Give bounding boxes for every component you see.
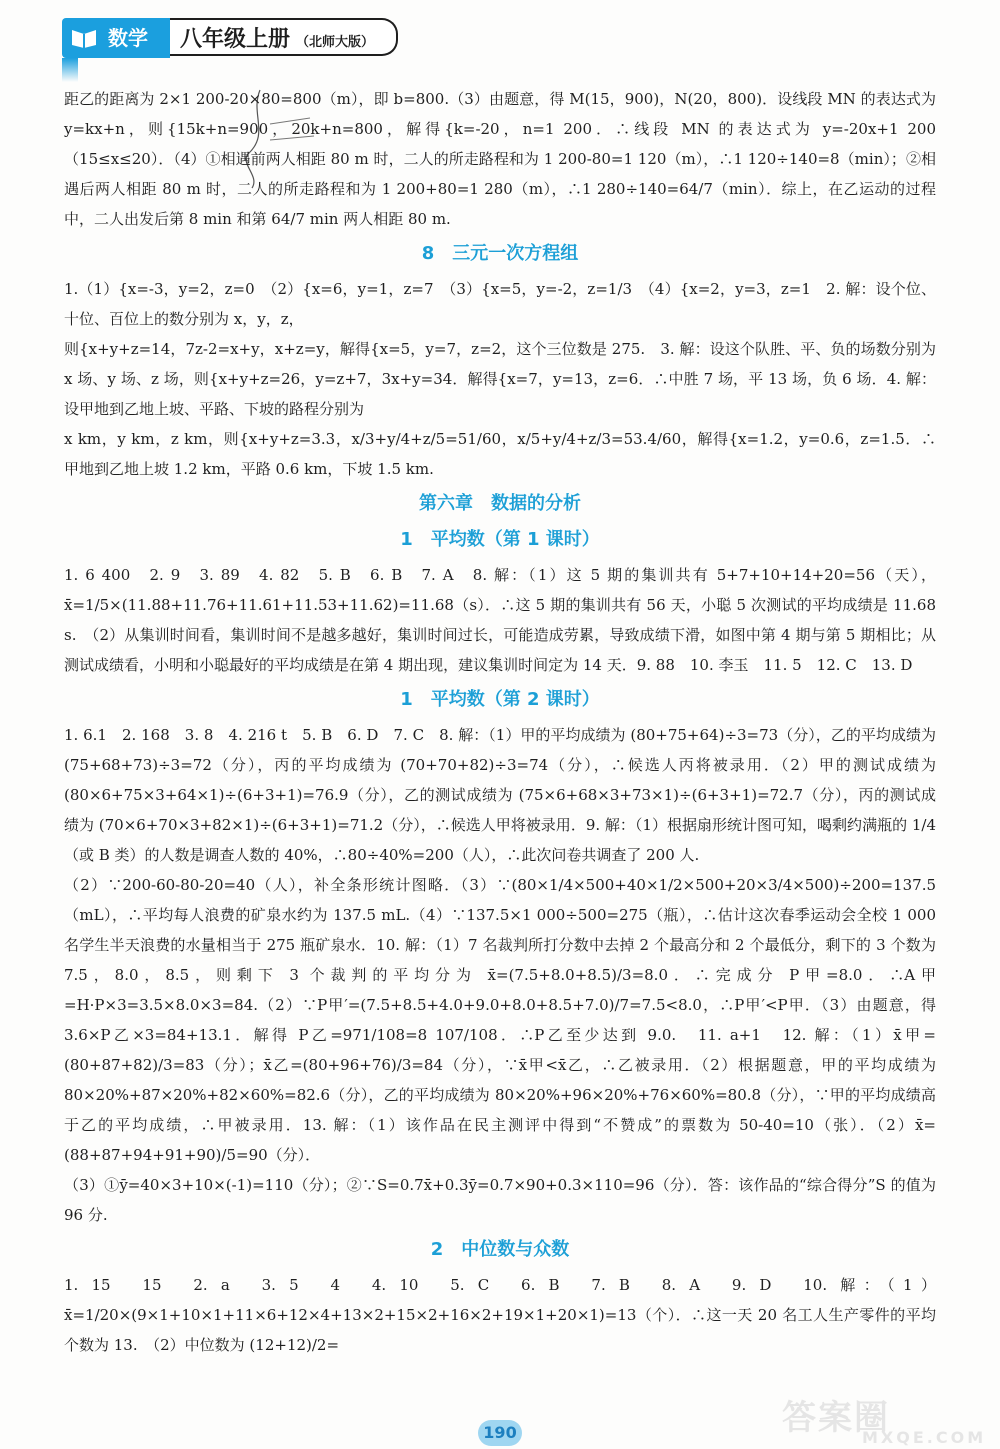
page-number: 190	[478, 1420, 522, 1446]
answer-paragraph: 1. 6.1 2. 168 3. 8 4. 216 t 5. B 6. D 7. C 8. 解：（1）甲的平均成绩为 (80+75+64)÷3=73（分），乙的平均成绩为 (75+68+73)÷3=72（分），丙的平均成绩为 (70+70+82)÷3=74（分），∴候选人丙将被录用．（2）甲的测试成绩为 (80×6+75×3+64×1)÷(6+3+1)=76.9（分），乙的测试成绩为 (75×6+68×3+73×1)÷(6+3+1)=72.7（分），丙的测试成绩为 (70×6+70×3+82×1)÷(6+3+1)=71.2（分），∴候选人甲将被录用．9. 解：（1）根据扇形统计图可知，喝剩约满瓶的 1/4（或 B 类）的人数是调查人数的 40%，∴80÷40%=200（人），∴此次问卷共调查了 200 人.	[64, 726, 936, 864]
section-heading: 2 中位数与众数	[430, 1239, 570, 1260]
answer-paragraph: 则{x+y+z=14，7z-2=x+y，x+z=y，解得{x=5，y=7，z=2，这个三位数是 275. 3. 解：设这个队胜、平、负的场数分别为 x 场、y 场、z 场，则{x+y+z=26，y=z+7，3x+y=34．解得{x=7，y=13，z=6．∴中胜 7 场，平 13 场，负 6 场．4. 解：设甲地到乙地上坡、平路、下坡的路程分别为	[64, 340, 936, 418]
watermark-url: MXQE.COM	[862, 1428, 987, 1447]
answer-paragraph: x km，y km，z km，则{x+y+z=3.3，x/3+y/4+z/5=51/60，x/5+y/4+z/3=53.4/60，解得{x=1.2，y=0.6，z=1.5．∴甲地到乙地上坡 1.2 km，平路 0.6 km，下坡 1.5 km.	[64, 430, 936, 478]
answer-content	[64, 84, 936, 1360]
edition-label: （北师大版）	[296, 35, 375, 50]
chapter-heading: 第六章 数据的分析	[419, 493, 581, 514]
answer-paragraph: （2）∵200-60-80-20=40（人），补全条形统计图略．（3）∵(80×1/4×500+40×1/2×500+20×3/4×500)÷200=137.5（mL），∴平均每人浪费的矿泉水约为 137.5 mL.（4）∵137.5×1 000÷500=275（瓶），∴估计这次春季运动会全校 1 000 名学生半天浪费的水量相当于 275 瓶矿泉水．10. 解：（1）7 名裁判所打分数中去掉 2 个最高分和 2 个最低分，剩下的 3 个数为 7.5，8.0，8.5，则剩下 3 个裁判的平均分为 x̄=(7.5+8.0+8.5)/3=8.0．∴完成分 P甲=8.0．∴A甲=H·P×3=3.5×8.0×3=84.（2）∵P甲′=(7.5+8.5+4.0+9.0+8.0+8.5+7.0)/7=7.5<8.0，∴P甲′<P甲．（3）由题意，得 3.6×P乙×3=84+13.1．解得 P乙=971/108=8 107/108．∴P乙至少达到 9.0. 11. a+1 12. 解：（1）x̄甲=(80+87+82)/3=83（分）；x̄乙=(80+96+76)/3=84（分），∵x̄甲<x̄乙，∴乙被录用．（2）根据题意，甲的平均成绩为 80×20%+87×20%+82×60%=82.6（分），乙的平均成绩为 80×20%+96×20%+76×60%=80.8（分），∵甲的平均成绩高于乙的平均成绩，∴甲被录用．13. 解：（1）该作品在民主测评中得到“不赞成”的票数为 50-40=10（张）．（2）x̄=(88+87+94+91+90)/5=90（分）．	[64, 876, 936, 1164]
header-tab-decoration	[62, 58, 78, 82]
page-header	[62, 18, 402, 60]
answer-paragraph: 1. 6 400 2. 9 3. 89 4. 82 5. B 6. B 7. A 8. 解：（1）这 5 期的集训共有 5+7+10+14+20=56（天），x̄=1/5×(11.88+11.76+11.61+11.53+11.62)=11.68（s）．∴这 5 期的集训共有 56 天，小聪 5 次测试的平均成绩是 11.68 s. （2）从集训时间看，集训时间不是越多越好，集训时间过长，可能造成劳累，导致成绩下滑，如图中第 4 期与第 5 期相比；从测试成绩看，小明和小聪最好的平均成绩是在第 4 期出现，建议集训时间定为 14 天．9. 88 10. 李玉 11. 5 12. C 13. D	[64, 566, 936, 674]
watermark-logo	[782, 1390, 992, 1446]
answer-paragraph: 1. 15 15 2. a 3. 5 4 4. 10 5. C 6. B 7. B 8. A 9. D 10. 解：（1）x̄=1/20×(9×1+10×1+11×6+12×4+13×2+15×2+16×2+19×1+20×1)=13（个）．∴这一天 20 名工人生产零件的平均个数为 13. （2）中位数为 (12+12)/2=	[64, 1276, 936, 1354]
section-heading: 1 平均数（第 2 课时）	[400, 689, 600, 710]
grade-title	[170, 18, 398, 56]
answer-paragraph: （3）①ȳ=40×3+10×(-1)=110（分）；②∵S=0.7x̄+0.3ȳ=0.7×90+0.3×110=96（分）．答：该作品的“综合得分”S 的值为 96 分.	[64, 1176, 936, 1224]
grade-label: 八年级上册	[180, 26, 291, 52]
book-icon	[70, 26, 98, 48]
subject-badge	[62, 18, 170, 58]
answer-paragraph: 距乙的距离为 2×1 200-20×80=800（m），即 b=800.（3）由题意，得 M(15，900)，N(20，800)．设线段 MN 的表达式为 y=kx+n，则{15k+n=900，20k+n=800，解得{k=-20，n=1 200．∴线段 MN 的表达式为 y=-20x+1 200（15≤x≤20）．（4）①相遇前两人相距 80 m 时，二人的所走路程和为 1 200-80=1 120（m），∴1 120÷140=8（min）；②相遇后两人相距 80 m 时，二人的所走路程和为 1 200+80=1 280（m），∴1 280÷140=64/7（min）．综上，在乙运动的过程中，二人出发后第 8 min 和第 64/7 min 两人相距 80 m.	[64, 90, 936, 228]
subject-label: 数学	[108, 26, 148, 50]
watermark-text: 答案圈	[782, 1398, 890, 1438]
section-heading: 8 三元一次方程组	[421, 243, 579, 264]
answer-paragraph: 1.（1）{x=-3，y=2，z=0 （2）{x=6，y=1，z=7 （3）{x=5，y=-2，z=1/3 （4）{x=2，y=3，z=1 2. 解：设个位、十位、百位上的数分别为 x，y，z，	[64, 280, 936, 328]
section-heading: 1 平均数（第 1 课时）	[400, 529, 600, 550]
